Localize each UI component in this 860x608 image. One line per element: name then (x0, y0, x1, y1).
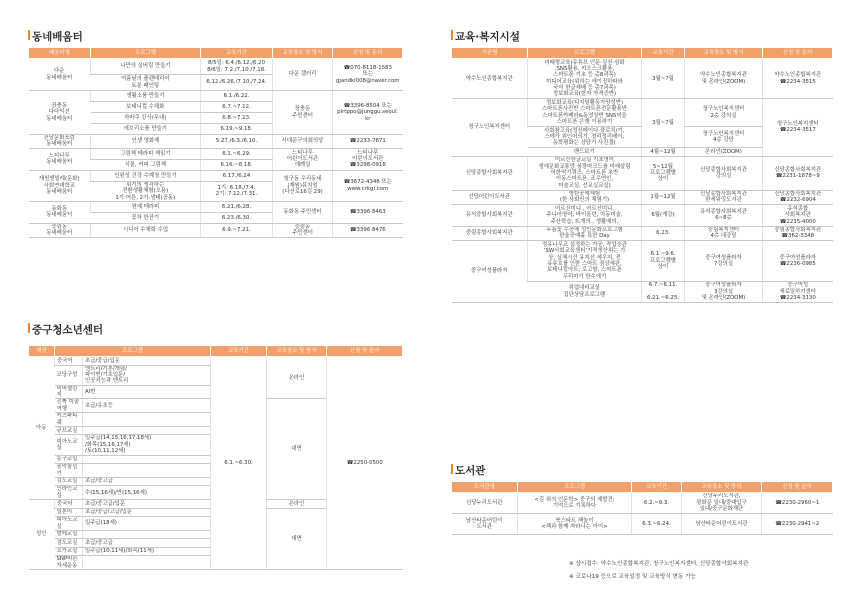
program-place: 신당종합사회복지관 한세워밍도서관 (685, 190, 763, 205)
program-name: 취업대비교실 집단상담프로그램 (528, 281, 642, 302)
table-row (29, 91, 403, 102)
table-row (452, 190, 833, 205)
program-place: 중구여성플라자 3강의실 및 온라인(ZOOM) (685, 281, 763, 302)
program-name: 밴드보기 (528, 148, 642, 156)
facility-name: 신당종합사회복지관 (452, 156, 528, 190)
table-row (29, 170, 403, 181)
program-place: 중림복지센터 4층 대강당 (685, 226, 763, 241)
program-name: 코딩구성 (55, 365, 83, 385)
program-period: 8/5일: 6.4./6.12./6.20 8/6일: 7.2./7.10./7.18. (201, 59, 273, 75)
program-place: 신당종합사회복지관 강의실 (685, 156, 763, 190)
program-level: 초급/중고급 (83, 477, 211, 486)
table-row (452, 156, 833, 190)
table-row (452, 59, 833, 99)
program-name: 피아노교실 (55, 517, 83, 531)
program-name: 그림책 테라피 책읽기 (91, 148, 201, 159)
program-name: 인라인교실 (55, 486, 83, 500)
program-contact: 중구여성 새로일하기센터 ☎2234-3130 (763, 281, 833, 302)
program-contact: 청구노인복지센터 ☎2234-3517 (763, 99, 833, 156)
column-header: 신청 및 문의 (762, 482, 833, 493)
program-name: 방탄공예체험 (한 사회인의 체험기) (528, 190, 642, 205)
column-header: 대상 (29, 346, 55, 357)
column-header: 프로그램 (528, 48, 642, 59)
program-contact: ☎3396-8504 또는 pirtppo@junggu.seoul. kr (333, 91, 403, 135)
column-header: 교육기간 (201, 48, 273, 59)
library-prog: 북스타트 책놀이 <책과 함께 자라나는 아이> (518, 514, 632, 535)
program-level: 일주급(10,11세)/화목(11세) (83, 547, 211, 556)
program-place: 약수노인종합복지관 및 온라인(ZOOM) (685, 59, 763, 99)
library-prog: <길 위의 인문학> 중구의 재발견: 기억으로 기록하다 (518, 493, 632, 514)
library-period: 6.3.~6.24. (632, 514, 682, 535)
program-name: 인생 영화제 (91, 135, 201, 149)
note-2: ※ 코로나19 등으로 교육일정 및 교육방식 변동 가능 (569, 574, 696, 580)
library-name: 남산타운어린이 도서관 (452, 514, 518, 535)
lib-table (451, 481, 833, 535)
program-place: 온라인 (267, 500, 327, 509)
program-name: 음악줄넘기 (55, 464, 83, 478)
program-level (83, 556, 211, 570)
program-level: 초급/중급/입문 (83, 357, 211, 366)
program-level: 초급/중고급 (83, 539, 211, 548)
table-row (452, 226, 833, 241)
venue-name: 신당문화포럼 동네배움터 (29, 135, 91, 149)
program-place: 청구노인복지센터 4층 강당 (685, 126, 763, 147)
program-period: 6.8.~7.13. (201, 113, 273, 124)
program-place: 대면 (267, 508, 327, 570)
program-place: 청구동 우리동네 (재원)뮤지엄 (다산로16길 29) (273, 170, 333, 201)
program-name: 키즈파티쉐 (55, 413, 83, 427)
program-name: 꽃차 한잔기 (91, 212, 201, 223)
column-header: 신청 및 문의 (763, 48, 833, 59)
venue-name: 다운 동네배움터 (29, 59, 91, 91)
program-name: 하바쿠 강사(무대) (91, 113, 201, 124)
program-period: 6.9.~7.21. (201, 223, 273, 237)
program-name: 시니어 수채화 수업 (91, 223, 201, 237)
program-contact: 느티나무 어린이도서관 ☎3298-0918 (333, 148, 403, 170)
program-contact: ☎2233-7871 (333, 135, 403, 149)
table-row (452, 493, 833, 514)
program-level: 일주급(18세) (83, 517, 211, 531)
program-period: 6.23. (642, 226, 685, 241)
facility-name: 청구노인복지센터 (452, 99, 528, 156)
program-period: 6.7.~7.12. (201, 102, 273, 113)
library-place: 신당누리도서관, 광화문 일대/중대입구 일대/중구문화재단 (682, 493, 762, 514)
program-contact: ☎2250-0500 (327, 357, 403, 570)
program-level (83, 426, 211, 435)
column-header: 교육장소 및 방식 (273, 48, 333, 59)
program-period: 4월~12월 (642, 148, 685, 156)
column-header: 교육장소 및 방식 (267, 346, 327, 357)
venue-name: 느티나무 동네배움터 (29, 148, 91, 170)
program-level (83, 530, 211, 539)
program-level (83, 464, 211, 478)
program-period: 5.27./6.3./6.10. (201, 135, 273, 149)
program-period: 6.1./6.22. (201, 91, 273, 102)
program-period: 5~12월 프로그램별 상이 (642, 156, 685, 190)
column-header: 교육기간 (211, 346, 267, 357)
program-period: 6.1.~9.6. 프로그램별 상이 (642, 241, 685, 281)
program-level: AI반 (83, 385, 211, 399)
column-header: 교육기간 (642, 48, 685, 59)
program-period: 3월~7월 (642, 99, 685, 148)
program-period: 6.16.~8.18. (201, 159, 273, 170)
lib-section-title: 도서관 (455, 465, 486, 477)
edu-table (451, 47, 833, 303)
program-contact: ☎3396 8463 (333, 201, 403, 223)
program-name: 어르신미니 , 어르신미니, 주니어영어, 바이올린, 아동미술, 주산학습, 뜨개의 , 생활예의, (528, 205, 642, 226)
program-place: 대면 (267, 399, 327, 500)
dong-table (28, 47, 403, 238)
program-name: 요가교실 (55, 547, 83, 556)
program-level: 일주급(14,15,16,17,18세) /화목(15,16,17세) /토(10,11,12세) (83, 435, 211, 455)
program-place: 다운 갤러리 (273, 59, 333, 91)
column-header: 교육장소 및 방식 (682, 482, 762, 493)
program-contact: 중림종합사회복지관 ☎362-3348 (763, 226, 833, 241)
program-period: 6.23./6.30. (201, 212, 273, 223)
column-header: 도서관명 (452, 482, 518, 493)
library-contact: ☎2230-2960~1 (762, 493, 833, 514)
program-place: 동화동 주민센터 (273, 201, 333, 223)
program-name: 정유나무교 설정하는 가공, 작업승관 ‘SW사회교육센터’기적생산위는 가 상, 실체시건 유지선 세우지, 전 유류호를 인한 스마트 점상세관, 보테니컬아트; 로고함, 스마트폰 두리마기 한수에기 (528, 241, 642, 281)
program-place: 중구여성플라자 7강의실 (685, 241, 763, 281)
program-place: 청구노인복지센터 2층 강의실 (685, 99, 763, 127)
target-group: 성인 (29, 500, 55, 570)
library-contact: ☎2230-2941~2 (762, 514, 833, 535)
program-contact: 신당종합사회복지관 ☎2231-1878~9 (763, 156, 833, 190)
program-contact: 신당종합사회복지관 ☎2232-6904 (763, 190, 833, 205)
column-header: 신청 및 문의 (333, 48, 403, 59)
column-header: 기관명 (452, 48, 528, 59)
program-name: 인왕성 건강 수제청 만들기 (91, 170, 201, 181)
program-period: 6.17./6.24 (201, 170, 273, 181)
program-name: 위기의 생각하는 전환생활체험(오용) 1기:어른, 2기:생태(공동) (91, 181, 201, 201)
table-row (452, 241, 833, 281)
program-place: 유석종합사회복지관 6~8층 (685, 205, 763, 226)
program-name: 일본어 (55, 508, 83, 517)
note-1: ※ 상시접수: 약수노인종합복지관, 청구노인복지센터, 신당종합사회복지관 (569, 561, 749, 567)
target-group: 아동 (29, 357, 55, 500)
library-name: 신당누리도서관 (452, 493, 518, 514)
table-row (29, 357, 403, 366)
program-contact: ☎3396 8476 (333, 223, 403, 237)
program-period: 3월~7월 (642, 59, 685, 99)
program-period: 6.21./6.28. (201, 201, 273, 212)
table-row (29, 201, 403, 212)
facility-name: 유석중합사회복지관 (452, 205, 528, 226)
program-level: 엔트리/기본/개념/ 파이썬/기초입문/ 인공지능과 엔트리 (83, 365, 211, 385)
facility-name: 중림종합사회복지관 (452, 226, 528, 241)
program-name: 농구교실 (55, 455, 83, 464)
program-name: 검도교실 (55, 539, 83, 548)
column-header: 프로그램 (55, 346, 211, 357)
program-name: 정보화교육(디지털활동가양성반) 스마트폰사진반 스마트폰전문활용반 스마트폰카메라&동영상반 SNS미을 스마트폰 은행 이용하기 (528, 99, 642, 127)
table-row (29, 223, 403, 237)
program-name: 발레교실 (55, 530, 83, 539)
program-name: 원예 테라피 (91, 201, 201, 212)
dong-section-title: 동네배움터 (32, 31, 83, 43)
venue-name: 동화동 동네배움터 (29, 201, 91, 223)
program-name: 사회참고육(정신레이다 클로치/기, 스테가 위인어의기, 정리정리배이, 동학평화는 상담기 사진결) (528, 126, 642, 147)
program-period: 1기: 6.18./7.4. 2기: 7.12./7.31. (201, 181, 273, 201)
column-header: 프로그램 (91, 48, 201, 59)
column-header: 프로그램 (518, 482, 632, 493)
program-place: 서대문구의회의당 (273, 135, 333, 149)
program-place: 온라인(ZOOM) (685, 148, 763, 156)
program-period: 6.12./6.26./7.10./7.24. (201, 75, 273, 91)
youth-table (28, 345, 403, 570)
column-header: 신청 및 문의 (327, 346, 403, 357)
program-place: 중림동 주민센터 (273, 223, 333, 237)
venue-name: 재원앤빌레(문화) 사회연대학교 동네배움터 (29, 170, 91, 201)
column-header: 교육기간 (632, 482, 682, 493)
program-name: 보태니컬 수채화 (91, 102, 201, 113)
program-place: 장충동 주민센터 (273, 91, 333, 135)
program-period: 6월(개강) (642, 205, 685, 226)
program-contact: ☎3672-4348 또는 www.crkgi.com (333, 170, 403, 201)
program-level (83, 455, 211, 464)
library-period: 6.2.~9.3. (632, 493, 682, 514)
program-period: 6.1.~6.29. (201, 148, 273, 159)
facility-name: 신당어린이도서관 (452, 190, 528, 205)
program-name: 비버챌린지 (55, 385, 83, 399)
table-row (29, 59, 403, 75)
program-name: 누름꽃 수공예 성인문화프로그램 한울공예홀 특한 Day (528, 226, 642, 241)
program-name: 피아노교실 (55, 435, 83, 455)
program-name: 에브리소품 만들기 (91, 124, 201, 135)
program-period: 1월~12월 (642, 190, 685, 205)
program-name: 여름날의 플랜테리어 토분 페인팅 (91, 75, 201, 91)
program-name: 나만의 실버링 만들기 (91, 59, 201, 75)
program-name: 중국어 (55, 357, 83, 366)
program-place: 온라인 (267, 357, 327, 399)
venue-name: 중림동 동네배움터 (29, 223, 91, 237)
program-name: 중국어 (55, 500, 83, 509)
venue-name: 장충동 다다익선 동네배움터 (29, 91, 91, 135)
program-level (83, 413, 211, 427)
facility-name: 약수노인종합복지관 (452, 59, 528, 99)
program-contact: 약수노인종합복지관 ☎2234-3515 (763, 59, 833, 99)
program-period: 6.19.~9.18. (201, 124, 273, 135)
edu-section-title: 교육·복지시설 (455, 31, 520, 43)
program-contact: 중구여성플라자 ☎2236-0985 (763, 241, 833, 281)
table-row (452, 205, 833, 226)
program-name: 규브교실 (55, 426, 83, 435)
program-level: 수(15,16세)/반(15,16세) (83, 486, 211, 500)
program-name: SNP바른자세운동 (55, 556, 83, 570)
program-name: 생활소품 만들기 (91, 91, 201, 102)
table-row (452, 514, 833, 535)
library-place: 남산타운어린이도서관 (682, 514, 762, 535)
program-period: 6.1.~6.30. (211, 357, 267, 570)
program-name: 진짜 미술여행 (55, 399, 83, 413)
program-level: 초급/중고급/입문 (83, 500, 211, 509)
table-row (29, 135, 403, 149)
table-row (452, 99, 833, 127)
program-contact: ☎070-8118-1583 또는 gjandki008@naver.com (333, 59, 403, 91)
program-place: 느티나무 어린이도서관 에례실 (273, 148, 333, 170)
program-name: 검도교실 (55, 477, 83, 486)
facility-name: 중구여성플라자 (452, 241, 528, 303)
table-row (29, 148, 403, 159)
column-header: 교육장소 및 방식 (685, 48, 763, 59)
youth-section-title: 중구청소년센터 (32, 324, 104, 336)
column-header: 배움터명 (29, 48, 91, 59)
program-period: 6.7.~6.11. 6.21.~6.25. (642, 281, 685, 302)
program-name: 미래형교육(유튜브 인문·실천·심화 ,SNS활용, 키오스크활용, 스마트폰 기초 등 총8과목) 미디어교육(워하는 에이징하파와 국어 한글세배 등 총7과목) 정보화교육(한자 자격증반) (528, 59, 642, 99)
program-level: 초급/유초등 (83, 399, 211, 413)
program-level: 초급/중급/고급/입문 (83, 508, 211, 517)
program-name: 어르신한글교실 기초영어 생애문화교통망 심장마크드를 미래살림 어한역기퀴즈, 스마트폰 초반 이동스마트폰, 조우연인, 미술교실, 선교실교실) (528, 156, 642, 190)
program-contact: 유석종합 사회복지관 ☎2235-4000 (763, 205, 833, 226)
program-name: 식물, 커피 그림책 (91, 159, 201, 170)
